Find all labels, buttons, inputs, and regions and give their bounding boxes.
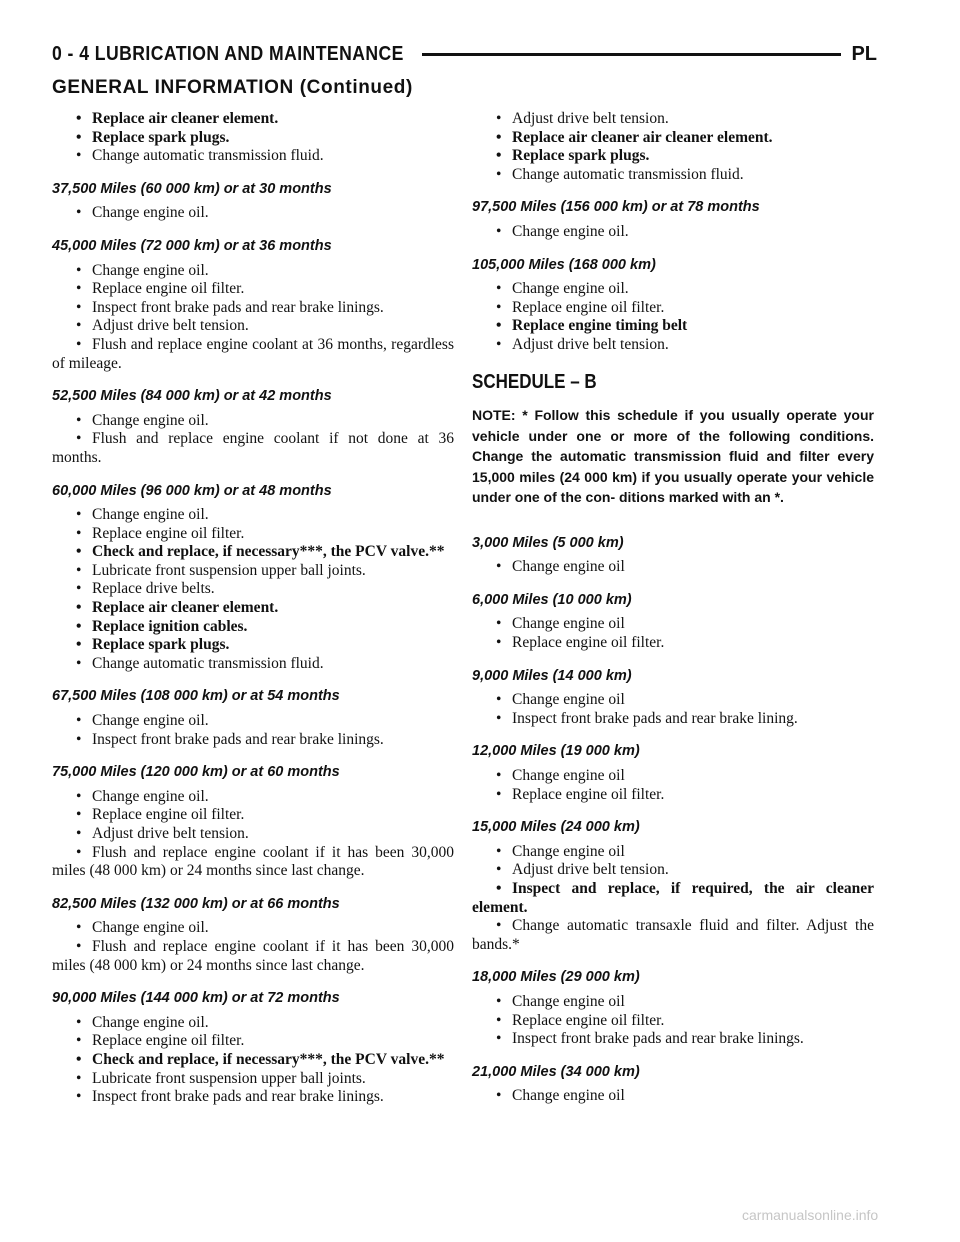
list-item xyxy=(472,691,874,710)
list-item xyxy=(472,1030,874,1049)
bullet-icon: • xyxy=(76,280,82,298)
list-item xyxy=(52,636,454,655)
list-item xyxy=(52,1070,454,1089)
list-item xyxy=(472,280,874,299)
list-item xyxy=(52,1088,454,1107)
list-item-text: Replace spark plugs. xyxy=(92,636,230,654)
list-item-text: Adjust drive belt tension. xyxy=(512,335,669,353)
bullet-icon: • xyxy=(496,280,502,298)
list-item xyxy=(472,843,874,862)
mileage-heading: 97,500 Miles (156 000 km) or at 78 months xyxy=(472,199,760,216)
list-item-text: Flush and replace engine coolant if it has been 30,000 miles (48 000 km) or 24 months since last change. xyxy=(52,937,454,974)
bullet-icon: • xyxy=(496,691,502,709)
bullet-icon: • xyxy=(496,222,502,240)
bullet-icon: • xyxy=(76,430,82,448)
bullet-icon: • xyxy=(76,825,82,842)
list-item xyxy=(52,655,454,674)
list-item-text: Replace engine oil filter. xyxy=(92,280,245,298)
bullet-icon: • xyxy=(76,1069,82,1087)
list-item-text: Replace engine oil filter. xyxy=(512,298,665,316)
list-item xyxy=(52,129,454,148)
list-item xyxy=(52,844,454,881)
bullet-icon: • xyxy=(76,1032,82,1050)
list-item-text: Inspect front brake pads and rear brake linings. xyxy=(92,730,384,748)
bullet-icon: • xyxy=(76,599,82,617)
list-item xyxy=(52,1032,454,1051)
list-item-text: Change engine oil. xyxy=(92,919,209,937)
bullet-icon: • xyxy=(76,298,82,316)
list-item xyxy=(472,634,874,653)
bullet-icon: • xyxy=(496,128,502,146)
list-item xyxy=(472,710,874,729)
list-item-text: Change engine oil. xyxy=(512,280,629,298)
mileage-heading: 6,000 Miles (10 000 km) xyxy=(472,591,632,608)
list-item-text: Adjust drive belt tension. xyxy=(512,110,669,127)
list-item xyxy=(472,861,874,880)
bullet-icon: • xyxy=(496,917,502,935)
list-item xyxy=(52,525,454,544)
header-rule xyxy=(422,53,842,56)
bullet-icon: • xyxy=(76,1050,82,1068)
list-item xyxy=(52,110,454,129)
list-item xyxy=(52,788,454,807)
bullet-icon: • xyxy=(76,411,82,429)
list-item-text: Change engine oil xyxy=(512,615,625,633)
list-item xyxy=(472,1087,874,1106)
list-item-text: Inspect front brake pads and rear brake linings. xyxy=(92,1088,384,1106)
list-item-text: Replace spark plugs. xyxy=(512,147,650,165)
list-item xyxy=(472,993,874,1012)
bullet-icon: • xyxy=(496,879,502,897)
bullet-icon: • xyxy=(76,787,82,805)
list-item-text: Change engine oil xyxy=(512,842,625,860)
bullet-icon: • xyxy=(496,558,502,576)
list-item-text: Change automatic transmission fluid. xyxy=(512,165,744,183)
bullet-icon: • xyxy=(496,110,502,127)
bullet-icon: • xyxy=(76,654,82,672)
list-item-text: Inspect front brake pads and rear brake linings. xyxy=(92,298,384,316)
list-item-text: Replace spark plugs. xyxy=(92,128,230,146)
list-item-text: Replace ignition cables. xyxy=(92,617,248,635)
mileage-heading: 9,000 Miles (14 000 km) xyxy=(472,667,632,684)
mileage-heading: 15,000 Miles (24 000 km) xyxy=(472,819,640,836)
list-item xyxy=(52,280,454,299)
footer-watermark: carmanualsonline.info xyxy=(742,1207,879,1223)
bullet-icon: • xyxy=(76,1013,82,1031)
list-item-text: Change engine oil. xyxy=(92,787,209,805)
list-item-text: Change engine oil. xyxy=(92,204,209,222)
list-item-text: Replace engine oil filter. xyxy=(512,634,665,651)
list-item-text: Replace engine oil filter. xyxy=(92,524,245,542)
bullet-icon: • xyxy=(76,730,82,748)
bullet-icon: • xyxy=(76,524,82,542)
list-item-text: Adjust drive belt tension. xyxy=(92,317,249,335)
list-item-text: Replace engine oil filter. xyxy=(92,1032,245,1050)
bullet-icon: • xyxy=(496,861,502,879)
list-item xyxy=(52,1051,454,1070)
list-item xyxy=(472,299,874,318)
mileage-heading: 45,000 Miles (72 000 km) or at 36 months xyxy=(52,237,332,254)
list-item xyxy=(472,223,874,242)
list-item-text: Lubricate front suspension upper ball joints. xyxy=(92,561,366,579)
list-item-text: Replace air cleaner element. xyxy=(92,599,279,617)
list-item-text: Change automatic transmission fluid. xyxy=(92,147,324,165)
list-item-text: Change engine oil xyxy=(512,691,625,709)
list-item xyxy=(52,262,454,281)
mileage-heading: 82,500 Miles (132 000 km) or at 66 months xyxy=(52,895,340,912)
bullet-icon: • xyxy=(496,1011,502,1029)
list-item-text: Replace air cleaner air cleaner element. xyxy=(512,128,773,146)
bullet-icon: • xyxy=(76,543,82,561)
bullet-icon: • xyxy=(496,317,502,335)
list-item-text: Inspect front brake pads and rear brake linings. xyxy=(512,1030,804,1048)
list-item xyxy=(52,1014,454,1033)
list-item-text: Replace air cleaner element. xyxy=(92,110,279,127)
list-item xyxy=(52,938,454,975)
list-item xyxy=(52,580,454,599)
bullet-icon: • xyxy=(496,842,502,860)
mileage-heading: 3,000 Miles (5 000 km) xyxy=(472,534,624,551)
mileage-heading: 52,500 Miles (84 000 km) or at 42 months xyxy=(52,388,332,405)
list-item-text: Change engine oil. xyxy=(92,506,209,524)
list-item xyxy=(472,129,874,148)
list-item xyxy=(52,562,454,581)
list-item-text: Check and replace, if necessary***, the PCV valve.** xyxy=(92,1050,445,1068)
mileage-heading: 18,000 Miles (29 000 km) xyxy=(472,969,640,986)
bullet-icon: • xyxy=(496,992,502,1010)
list-item-text: Change engine oil xyxy=(512,558,625,576)
bullet-icon: • xyxy=(76,580,82,598)
mileage-heading: 67,500 Miles (108 000 km) or at 54 months xyxy=(52,688,340,705)
bullet-icon: • xyxy=(496,1030,502,1048)
bullet-icon: • xyxy=(496,766,502,784)
bullet-icon: • xyxy=(76,843,82,861)
list-item-text: Check and replace, if necessary***, the PCV valve.** xyxy=(92,543,445,561)
list-item xyxy=(52,317,454,336)
note-paragraph: NOTE: * Follow this schedule if you usually operate your vehicle under one or more of the following conditions. Change the automatic transmission fluid and filter every 15,000 miles (24 000 km) if you usually operate your vehicle under one of the con- ditions marked with an *. xyxy=(472,407,874,506)
mileage-heading: 90,000 Miles (144 000 km) or at 72 months xyxy=(52,990,340,1007)
bullet-icon: • xyxy=(76,128,82,146)
bullet-icon: • xyxy=(496,298,502,316)
list-item-text: Lubricate front suspension upper ball joints. xyxy=(92,1069,366,1087)
list-item xyxy=(52,204,454,223)
list-item xyxy=(52,919,454,938)
list-item xyxy=(52,506,454,525)
list-item-text: Replace engine timing belt xyxy=(512,317,688,335)
bullet-icon: • xyxy=(76,919,82,937)
page-header-title: 0 - 4 LUBRICATION AND MAINTENANCE xyxy=(52,42,404,65)
bullet-icon: • xyxy=(496,615,502,633)
bullet-icon: • xyxy=(76,806,82,824)
bullet-icon: • xyxy=(496,335,502,353)
list-item xyxy=(472,110,874,129)
bullet-icon: • xyxy=(76,1088,82,1106)
list-item xyxy=(52,543,454,562)
bullet-icon: • xyxy=(496,165,502,183)
list-item xyxy=(472,786,874,805)
list-item xyxy=(472,615,874,634)
mileage-heading: 37,500 Miles (60 000 km) or at 30 months xyxy=(52,180,332,197)
list-item xyxy=(52,430,454,467)
list-item xyxy=(472,166,874,185)
list-item xyxy=(52,806,454,825)
list-item-text: Change engine oil. xyxy=(92,411,209,429)
bullet-icon: • xyxy=(76,712,82,730)
mileage-heading: 12,000 Miles (19 000 km) xyxy=(472,743,640,760)
mileage-heading: 60,000 Miles (96 000 km) or at 48 months xyxy=(52,482,332,499)
bullet-icon: • xyxy=(76,636,82,654)
list-item-text: Flush and replace engine coolant at 36 months, regardless of mileage. xyxy=(52,335,454,372)
list-item-text: Replace engine oil filter. xyxy=(512,1011,665,1029)
list-item-text: Inspect front brake pads and rear brake lining. xyxy=(512,709,798,727)
list-item-text: Adjust drive belt tension. xyxy=(512,861,669,879)
list-item-text: Replace engine oil filter. xyxy=(512,785,665,803)
list-item xyxy=(52,147,454,166)
list-item xyxy=(52,825,454,844)
bullet-icon: • xyxy=(76,147,82,165)
list-item xyxy=(472,917,874,954)
list-item xyxy=(472,336,874,355)
list-item-text: Change engine oil. xyxy=(92,712,209,730)
list-item-text: Flush and replace engine coolant if it has been 30,000 miles (48 000 km) or 24 months since last change. xyxy=(52,843,454,880)
list-item xyxy=(52,712,454,731)
list-item xyxy=(52,412,454,431)
list-item-text: Change engine oil. xyxy=(512,222,629,240)
list-item-text: Change automatic transmission fluid. xyxy=(92,654,324,672)
list-item xyxy=(472,880,874,917)
section-subheading: GENERAL INFORMATION (Continued) xyxy=(52,77,413,98)
list-item xyxy=(472,558,874,577)
bullet-icon: • xyxy=(76,335,82,353)
list-item-text: Change engine oil. xyxy=(92,261,209,279)
list-item xyxy=(472,1012,874,1031)
list-item xyxy=(472,767,874,786)
list-item xyxy=(52,299,454,318)
list-item xyxy=(52,336,454,373)
list-item-text: Change engine oil xyxy=(512,992,625,1010)
bullet-icon: • xyxy=(76,937,82,955)
list-item-text: Replace drive belts. xyxy=(92,580,215,598)
list-item-text: Change engine oil xyxy=(512,766,625,784)
list-item xyxy=(52,618,454,637)
left-column xyxy=(52,110,454,1107)
list-item xyxy=(472,147,874,166)
mileage-heading: 105,000 Miles (168 000 km) xyxy=(472,256,656,273)
page-header xyxy=(52,40,877,68)
list-item xyxy=(52,731,454,750)
bullet-icon: • xyxy=(76,110,82,127)
list-item-text: Change engine oil xyxy=(512,1087,625,1105)
bullet-icon: • xyxy=(496,709,502,727)
bullet-icon: • xyxy=(496,147,502,165)
bullet-icon: • xyxy=(496,1087,502,1105)
bullet-icon: • xyxy=(76,204,82,222)
list-item-text: Adjust drive belt tension. xyxy=(92,825,249,842)
bullet-icon: • xyxy=(76,561,82,579)
list-item-text: Inspect and replace, if required, the air cleaner element. xyxy=(472,879,874,916)
bullet-icon: • xyxy=(496,634,502,651)
list-item-text: Change engine oil. xyxy=(92,1013,209,1031)
list-item-text: Change automatic transaxle fluid and filter. Adjust the bands.* xyxy=(472,917,874,953)
schedule-heading: SCHEDULE – B xyxy=(472,370,597,393)
right-column xyxy=(472,110,874,1106)
bullet-icon: • xyxy=(76,617,82,635)
bullet-icon: • xyxy=(76,261,82,279)
list-item-text: Replace engine oil filter. xyxy=(92,806,245,824)
bullet-icon: • xyxy=(76,317,82,335)
bullet-icon: • xyxy=(496,785,502,803)
page-header-code: PL xyxy=(851,42,877,65)
list-item xyxy=(52,599,454,618)
bullet-icon: • xyxy=(76,506,82,524)
mileage-heading: 75,000 Miles (120 000 km) or at 60 months xyxy=(52,764,340,781)
list-item-text: Flush and replace engine coolant if not done at 36 months. xyxy=(52,430,454,466)
mileage-heading: 21,000 Miles (34 000 km) xyxy=(472,1063,640,1080)
list-item xyxy=(472,317,874,336)
